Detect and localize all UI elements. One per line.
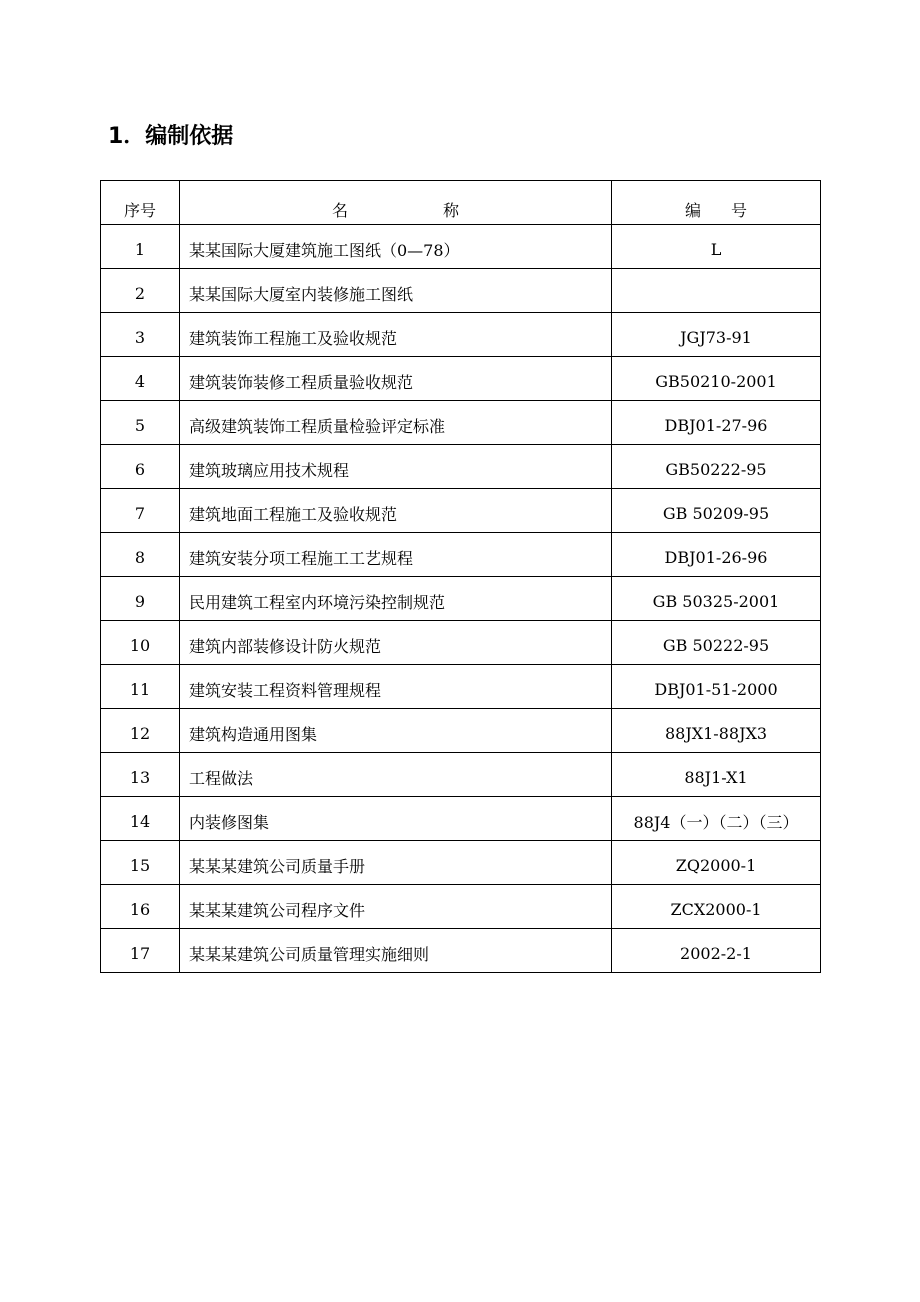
row-name: 建筑地面工程施工及验收规范 bbox=[180, 489, 612, 533]
header-name bbox=[180, 181, 612, 225]
table-row bbox=[101, 753, 821, 797]
row-name: 民用建筑工程室内环境污染控制规范 bbox=[180, 577, 612, 621]
header-no: 序号 bbox=[101, 181, 180, 225]
table-row bbox=[101, 929, 821, 973]
row-no: 13 bbox=[101, 753, 180, 797]
table-row bbox=[101, 489, 821, 533]
row-no: 9 bbox=[101, 577, 180, 621]
row-name: 建筑安装分项工程施工工艺规程 bbox=[180, 533, 612, 577]
row-name: 建筑内部装修设计防火规范 bbox=[180, 621, 612, 665]
row-no: 7 bbox=[101, 489, 180, 533]
table-row bbox=[101, 357, 821, 401]
row-code: GB50222-95 bbox=[612, 445, 821, 489]
row-no: 11 bbox=[101, 665, 180, 709]
header-name-second: 称 bbox=[443, 201, 460, 220]
row-no: 17 bbox=[101, 929, 180, 973]
row-no: 10 bbox=[101, 621, 180, 665]
row-no: 3 bbox=[101, 313, 180, 357]
row-name: 某某国际大厦室内装修施工图纸 bbox=[180, 269, 612, 313]
row-code: L bbox=[612, 225, 821, 269]
row-code: 88J1-X1 bbox=[612, 753, 821, 797]
row-name: 某某国际大厦建筑施工图纸（0—78） bbox=[180, 225, 612, 269]
row-no: 12 bbox=[101, 709, 180, 753]
row-no: 5 bbox=[101, 401, 180, 445]
header-code-first: 编 bbox=[684, 201, 701, 220]
row-no: 15 bbox=[101, 841, 180, 885]
row-name: 内装修图集 bbox=[180, 797, 612, 841]
row-name: 建筑构造通用图集 bbox=[180, 709, 612, 753]
row-no: 14 bbox=[101, 797, 180, 841]
row-name: 某某某建筑公司质量管理实施细则 bbox=[180, 929, 612, 973]
basis-table bbox=[100, 180, 821, 973]
row-name: 工程做法 bbox=[180, 753, 612, 797]
row-code: 88JX1-88JX3 bbox=[612, 709, 821, 753]
header-name-first: 名 bbox=[331, 201, 348, 220]
row-name: 建筑玻璃应用技术规程 bbox=[180, 445, 612, 489]
table-row bbox=[101, 621, 821, 665]
table-row bbox=[101, 841, 821, 885]
header-code bbox=[612, 181, 821, 225]
row-no: 16 bbox=[101, 885, 180, 929]
row-name: 某某某建筑公司质量手册 bbox=[180, 841, 612, 885]
table-row bbox=[101, 401, 821, 445]
table-row bbox=[101, 885, 821, 929]
table-row bbox=[101, 577, 821, 621]
row-code: GB50210-2001 bbox=[612, 357, 821, 401]
row-name: 高级建筑装饰工程质量检验评定标准 bbox=[180, 401, 612, 445]
table-row bbox=[101, 269, 821, 313]
row-name: 建筑装饰工程施工及验收规范 bbox=[180, 313, 612, 357]
row-code: JGJ73-91 bbox=[612, 313, 821, 357]
row-no: 2 bbox=[101, 269, 180, 313]
row-name: 建筑装饰装修工程质量验收规范 bbox=[180, 357, 612, 401]
row-no: 6 bbox=[101, 445, 180, 489]
section-heading: 1．编制依据 bbox=[108, 124, 234, 149]
row-code: DBJ01-27-96 bbox=[612, 401, 821, 445]
table-row bbox=[101, 533, 821, 577]
row-code: GB 50209-95 bbox=[612, 489, 821, 533]
row-no: 4 bbox=[101, 357, 180, 401]
row-no: 1 bbox=[101, 225, 180, 269]
row-no: 8 bbox=[101, 533, 180, 577]
table-row bbox=[101, 313, 821, 357]
table-row bbox=[101, 225, 821, 269]
table-header-row bbox=[101, 181, 821, 225]
row-code: DBJ01-26-96 bbox=[612, 533, 821, 577]
header-code-second: 号 bbox=[731, 201, 748, 220]
row-name: 某某某建筑公司程序文件 bbox=[180, 885, 612, 929]
row-code: DBJ01-51-2000 bbox=[612, 665, 821, 709]
row-name: 建筑安装工程资料管理规程 bbox=[180, 665, 612, 709]
row-code: GB 50222-95 bbox=[612, 621, 821, 665]
table-row bbox=[101, 665, 821, 709]
row-code bbox=[612, 269, 821, 313]
row-code: GB 50325-2001 bbox=[612, 577, 821, 621]
table-row bbox=[101, 709, 821, 753]
table-row bbox=[101, 445, 821, 489]
row-code: ZQ2000-1 bbox=[612, 841, 821, 885]
row-code: ZCX2000-1 bbox=[612, 885, 821, 929]
row-code: 2002-2-1 bbox=[612, 929, 821, 973]
table-row bbox=[101, 797, 821, 841]
row-code: 88J4（一）（二）（三） bbox=[612, 797, 821, 841]
